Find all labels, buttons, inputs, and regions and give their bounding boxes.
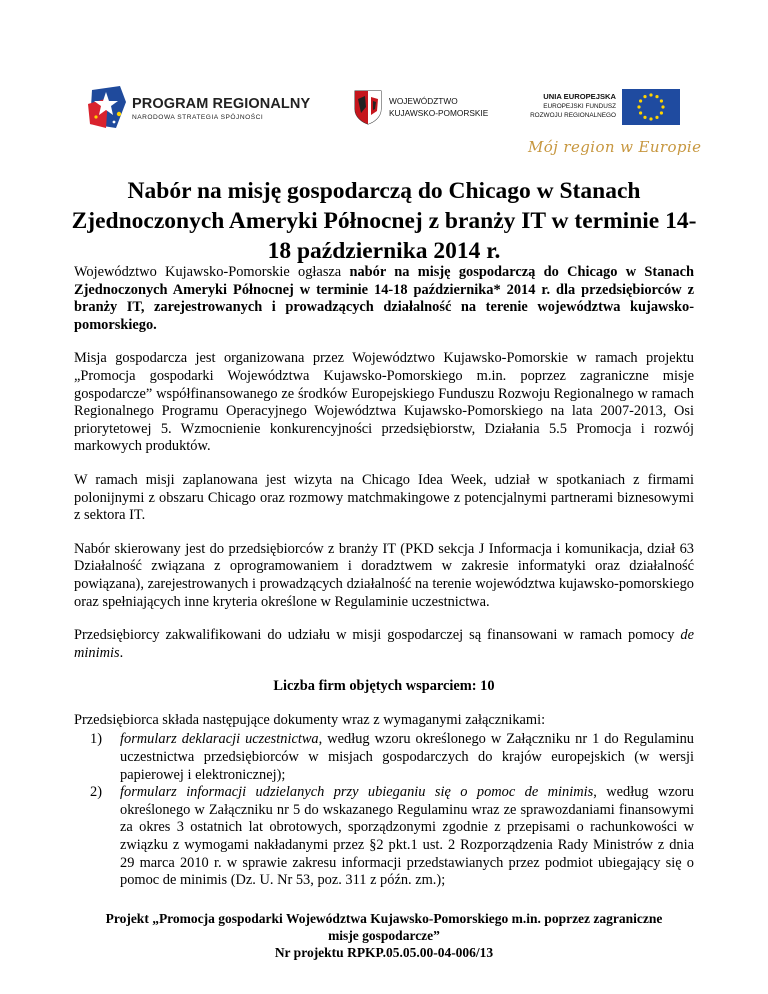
documents-list <box>74 731 694 889</box>
eu-logo-line2: EUROPEJSKI FUNDUSZ <box>543 103 616 110</box>
nss-star-emblem-icon <box>86 84 130 130</box>
list-item-italic: formularz deklaracji uczestnictwa <box>120 731 319 748</box>
program-regionalny-logo <box>86 80 311 135</box>
eu-logo <box>530 89 680 125</box>
eu-flag-icon <box>622 89 680 125</box>
documents-intro: Przedsiębiorca składa następujące dokumenty wraz z wymaganymi załącznikami: <box>74 711 546 728</box>
paragraph-organization: Misja gospodarcza jest organizowana przez Województwo Kujawsko-Pomorskie w ramach projektu „Promocja gospodarki Województwa Kujawsko-Pomorskiego m.in. poprzez zagraniczne misje gospodarcze” współfinansowanego ze środków Europejskiego Funduszu Rozwoju Regionalnego w ramach Regionalnego Programu Operacyjnego Województwa Kujawsko-Pomorskiego na lata 2007-2013, Osi priorytetowej 5. Wzmocnienie konkurencyjności przedsiębiorstw, Działania 5.5 Promocja i rozwój markowych produktów. <box>74 350 694 455</box>
announcement-lead: Województwo Kujawsko-Pomorskie ogłasza <box>74 264 350 280</box>
region-logo-line1: WOJEWÓDZTWO <box>389 96 458 106</box>
financing-italic: de minimis <box>74 627 694 661</box>
eu-logo-line1: UNIA EUROPEJSKA <box>543 92 616 101</box>
region-crest-icon <box>353 89 383 125</box>
page-footer <box>70 910 698 961</box>
paragraph-program: W ramach misji zaplanowana jest wizyta na Chicago Idea Week, udział w spotkaniach z firmami polonijnymi z obszaru Chicago oraz rozmowy matchmakingowe z potencjalnymi partnerami biznesowymi z sektora IT. <box>74 471 694 524</box>
header-logos <box>0 0 768 170</box>
eu-logo-line3: ROZWOJU REGIONALNEGO <box>530 112 616 119</box>
financing-end: . <box>119 644 124 661</box>
document-body <box>74 264 694 890</box>
footer-line1: Projekt „Promocja gospodarki Województwa Kujawsko-Pomorskiego m.in. poprzez zagraniczne <box>105 911 663 926</box>
paragraph-financing <box>74 627 694 662</box>
list-item-text: , według wzoru określonego w Załączniku nr 5 do wskazanego Regulaminu wraz ze sprawozdaniami finansowymi za okres 3 ostatnich lat obrotowych, sporządzonymi zgodnie z przepisami o rachunkowości w związku z wymogami nakładanymi przez §2 pkt.1 ust. 2 Rozporządzenia Rady Ministrów z dnia 29 marca 2010 r. w sprawie zakresu informacji przedstawianych przez podmiot ubiegający się o pomoc de minimis (Dz. U. Nr 53, poz. 311 z późn. zm.); <box>120 784 694 889</box>
announcement-bold: nabór na misję gospodarczą do Chicago w Stanach Zjednoczonych Ameryki Północnej w terminie 14-18 października* 2014 r. dla przedsiębiorców z branży IT, zarejestrowanych i prowadzących działalność na terenie województwa kujawsko-pomorskiego. <box>74 264 694 333</box>
program-logo-subtitle: NARODOWA STRATEGIA SPÓJNOŚCI <box>132 114 264 121</box>
list-item-text: , według wzoru określonego w Załączniku nr 1 do Regulaminu uczestnictwa przedsiębiorców w misjach gospodarczych do krajów europejskich (w wersji papierowej i elektronicznej); <box>120 731 695 783</box>
motto-text: Mój region w Europie <box>528 138 702 156</box>
firms-count: Liczba firm objętych wsparciem: 10 <box>273 678 495 695</box>
footer-line3: Nr projektu RPKP.05.05.00-04-006/13 <box>274 945 494 960</box>
list-item-number: 2) <box>90 784 102 801</box>
financing-text: Przedsiębiorcy zakwalifikowani do udziału w misji gospodarczej są finansowani w ramach pomocy <box>74 627 681 644</box>
page-title: Nabór na misję gospodarczą do Chicago w Stanach Zjednoczonych Ameryki Północnej z branży IT w terminie 14-18 października 2014 r. <box>71 178 697 264</box>
paragraph-announcement <box>74 264 694 334</box>
footer-line2: misje gospodarcze” <box>328 928 440 943</box>
region-logo-line2: KUJAWSKO-POMORSKIE <box>389 108 489 118</box>
program-logo-title: PROGRAM REGIONALNY <box>132 96 311 112</box>
wojewodztwo-logo <box>353 89 503 125</box>
list-item <box>90 784 694 890</box>
list-item-italic: formularz informacji udzielanych przy ubieganiu się o pomoc de minimis <box>120 784 594 801</box>
list-item <box>90 731 694 784</box>
list-item-number: 1) <box>90 731 102 748</box>
paragraph-target: Nabór skierowany jest do przedsiębiorców z branży IT (PKD sekcja J Informacja i komunikacja, dział 63 Działalność związana z oprogramowaniem i doradztwem w zakresie informatyki oraz działalność powiązana), zarejestrowanych i prowadzących działalność na terenie województwa kujawsko-pomorskiego oraz spełniających inne kryteria określone w Regulaminie uczestnictwa. <box>74 540 694 610</box>
